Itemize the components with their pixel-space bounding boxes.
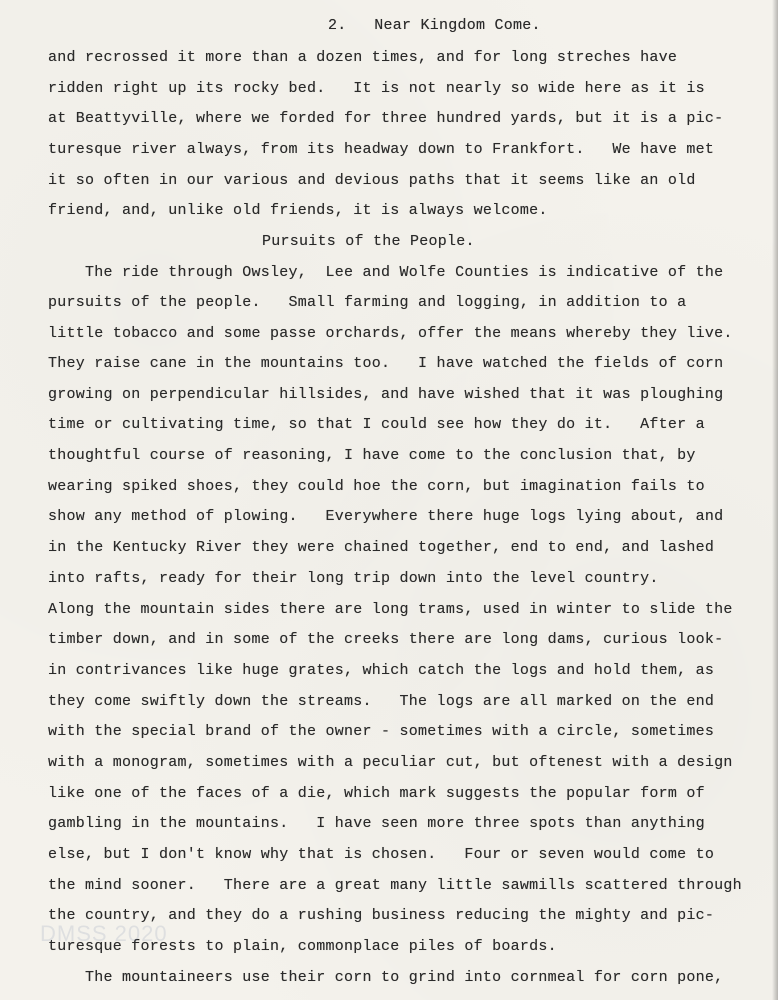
text-line: pursuits of the people. Small farming and logging, in addition to a <box>48 294 687 311</box>
text-line: and recrossed it more than a dozen times, and for long streches have <box>48 49 678 66</box>
text-line: into rafts, ready for their long trip down into the level country. <box>48 570 659 587</box>
text-line: time or cultivating time, so that I could see how they do it. After a <box>48 416 705 433</box>
text-line: with a monogram, sometimes with a peculiar cut, but oftenest with a design <box>48 754 733 771</box>
text-line: timber down, and in some of the creeks there are long dams, curious look- <box>48 631 724 648</box>
text-line: in contrivances like huge grates, which catch the logs and hold them, as <box>48 662 715 679</box>
text-line: Along the mountain sides there are long trams, used in winter to slide the <box>48 601 733 618</box>
text-line: it so often in our various and devious paths that it seems like an old <box>48 172 696 189</box>
text-line: The mountaineers use their corn to grind into cornmeal for corn pone, <box>48 969 724 986</box>
text-line: They raise cane in the mountains too. I have watched the fields of corn <box>48 355 724 372</box>
text-line: The ride through Owsley, Lee and Wolfe Counties is indicative of the <box>48 264 724 281</box>
text-line: in the Kentucky River they were chained together, end to end, and lashed <box>48 539 715 556</box>
text-line: wearing spiked shoes, they could hoe the corn, but imagination fails to <box>48 478 705 495</box>
text-line: gambling in the mountains. I have seen more three spots than anything <box>48 815 705 832</box>
text-line: ridden right up its rocky bed. It is not nearly so wide here as it is <box>48 80 705 97</box>
text-line: friend, and, unlike old friends, it is always welcome. <box>48 202 548 219</box>
text-line: growing on perpendicular hillsides, and have wished that it was ploughing <box>48 386 724 403</box>
text-line: the country, and they do a rushing business reducing the mighty and pic- <box>48 907 715 924</box>
text-line: the mind sooner. There are a great many little sawmills scattered through <box>48 877 742 894</box>
text-line: turesque river always, from its headway down to Frankfort. We have met <box>48 141 715 158</box>
text-line: else, but I don't know why that is chosen. Four or seven would come to <box>48 846 715 863</box>
text-line: thoughtful course of reasoning, I have come to the conclusion that, by <box>48 447 696 464</box>
page-edge-shadow <box>772 0 778 1000</box>
text-line: like one of the faces of a die, which mark suggests the popular form of <box>48 785 705 802</box>
text-line: at Beattyville, where we forded for three hundred yards, but it is a pic- <box>48 110 724 127</box>
text-line: they come swiftly down the streams. The logs are all marked on the end <box>48 693 715 710</box>
text-line: show any method of plowing. Everywhere there huge logs lying about, and <box>48 508 724 525</box>
text-line: little tobacco and some passe orchards, offer the means whereby they live. <box>48 325 733 342</box>
archive-watermark: DMSS 2020 <box>40 921 168 946</box>
section-heading: Pursuits of the People. <box>262 233 475 250</box>
page-header: 2. Near Kingdom Come. <box>328 17 541 34</box>
text-line: turesque forests to plain, commonplace piles of boards. <box>48 938 557 955</box>
text-line: with the special brand of the owner - sometimes with a circle, sometimes <box>48 723 715 740</box>
